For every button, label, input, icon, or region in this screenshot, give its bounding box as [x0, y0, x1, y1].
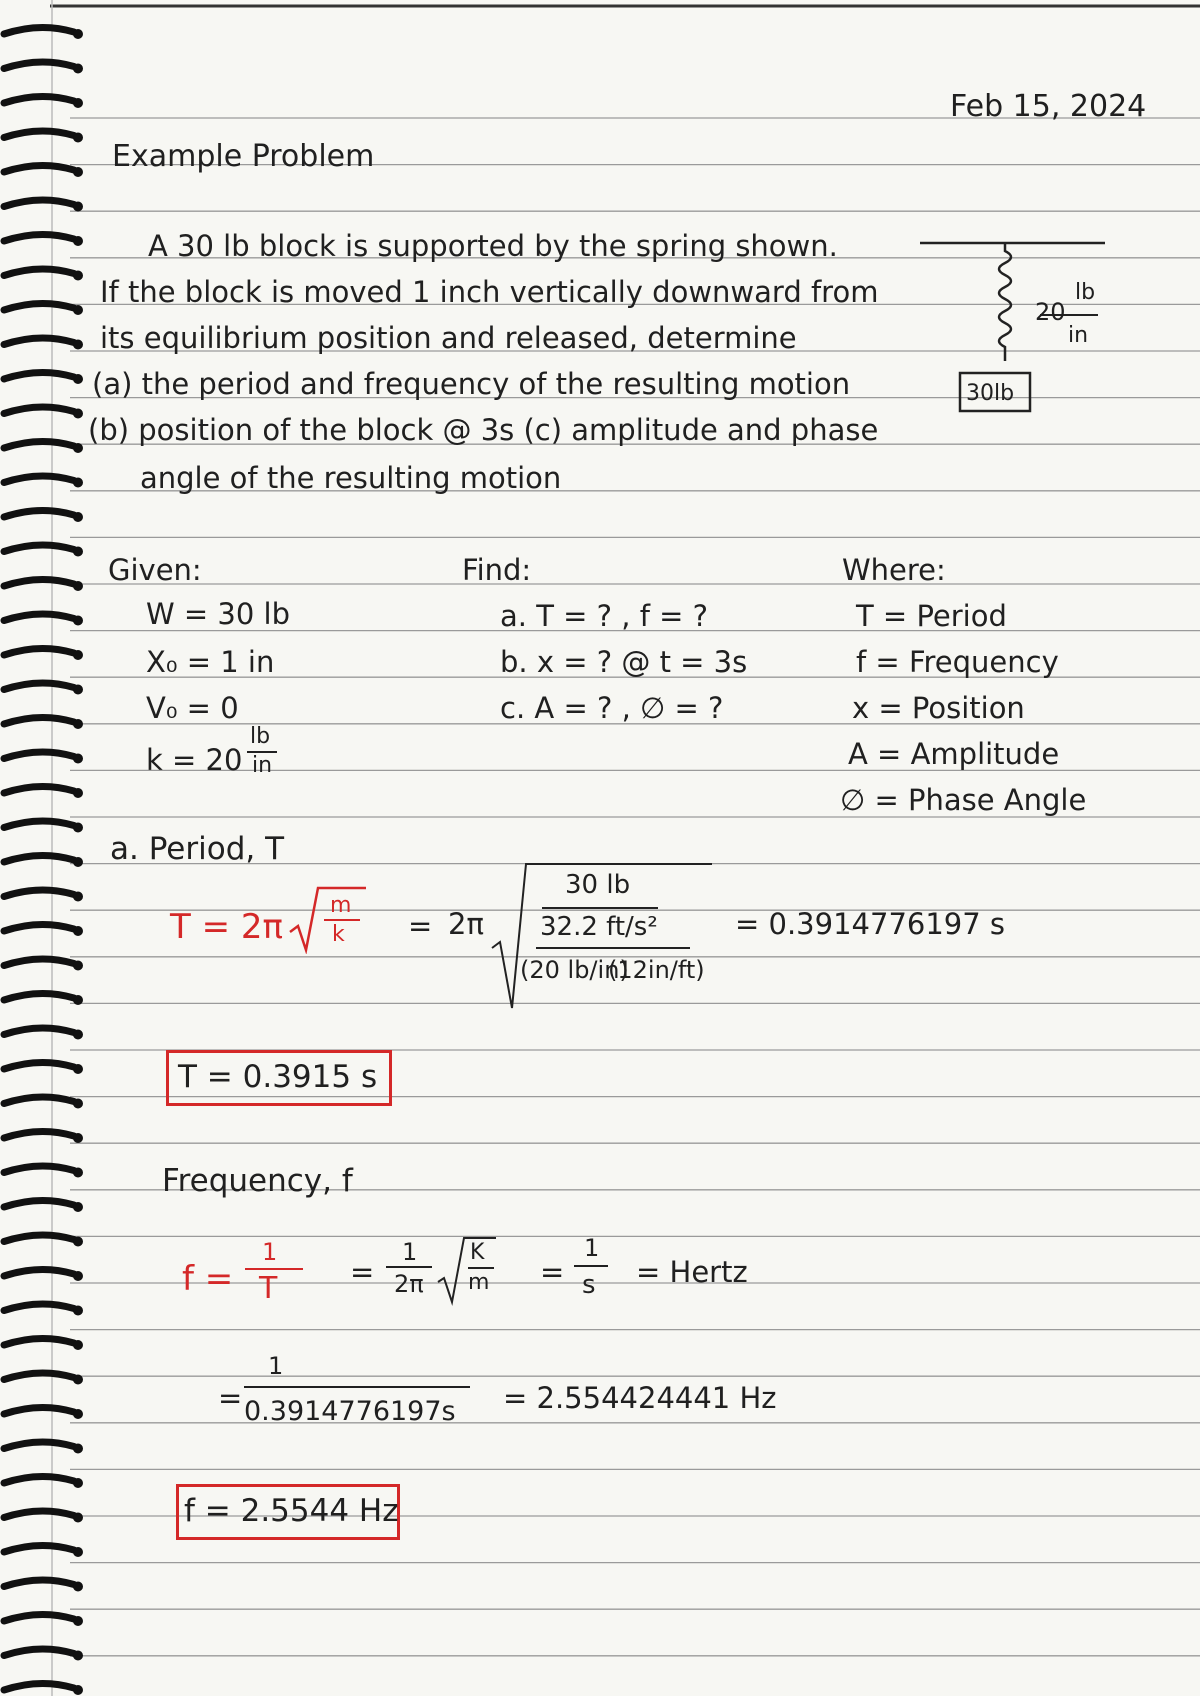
period-mass-den: 32.2 ft/s²	[540, 912, 658, 942]
binding-hole	[73, 892, 83, 902]
spiral-ring	[4, 1269, 74, 1276]
frequency-answer: f = 2.5544 Hz	[184, 1493, 399, 1529]
frequency-unit-result: = Hertz	[636, 1255, 748, 1289]
spiral-ring	[4, 200, 74, 207]
find-title: Find:	[462, 553, 532, 587]
period-conv-term: (12in/ft)	[608, 956, 705, 984]
given-k-unit-num: lb	[250, 724, 271, 749]
binding-hole	[73, 754, 83, 764]
binding-hole	[73, 1582, 83, 1592]
spiral-ring	[4, 890, 74, 897]
spiral-ring	[4, 1373, 74, 1380]
spiral-ring	[4, 1338, 74, 1345]
binding-hole	[73, 1064, 83, 1074]
binding-hole	[73, 1271, 83, 1281]
binding-hole	[73, 1237, 83, 1247]
spiral-ring	[4, 407, 74, 414]
spiral-binding	[0, 0, 95, 1696]
spiral-ring	[4, 1235, 74, 1242]
block-label: 30lb	[966, 381, 1015, 406]
given-weight: W = 30 lb	[146, 597, 290, 631]
binding-hole	[73, 98, 83, 108]
binding-hole	[73, 1202, 83, 1212]
spiral-ring	[4, 924, 74, 931]
spiral-ring	[4, 27, 74, 34]
binding-hole	[73, 616, 83, 626]
period-formula-den: k	[332, 922, 345, 947]
binding-hole	[73, 581, 83, 591]
binding-hole	[73, 1340, 83, 1350]
spiral-ring	[4, 165, 74, 172]
spiral-ring	[4, 96, 74, 103]
binding-hole	[73, 1513, 83, 1523]
spiral-ring	[4, 476, 74, 483]
binding-hole	[73, 305, 83, 315]
binding-hole	[73, 202, 83, 212]
binding-hole	[73, 1306, 83, 1316]
binding-hole	[73, 926, 83, 936]
spiral-ring	[4, 717, 74, 724]
spiral-ring	[4, 1131, 74, 1138]
spiral-ring	[4, 545, 74, 552]
binding-hole	[73, 167, 83, 177]
binding-hole	[73, 961, 83, 971]
frequency-inv-den: 2π	[394, 1270, 424, 1298]
frequency-formula-num: 1	[262, 1238, 278, 1266]
period-formula-radical	[288, 884, 368, 954]
frequency-eq1: =	[350, 1255, 375, 1289]
binding-hole	[73, 1030, 83, 1040]
frequency-inv-num: 1	[402, 1238, 418, 1266]
frequency-unit-den: s	[582, 1270, 596, 1300]
given-k: k = 20	[146, 743, 243, 777]
frequency-formula-den: T	[259, 1271, 278, 1306]
frequency-calc-result: = 2.554424441 Hz	[503, 1381, 777, 1415]
find-a: a. T = ? , f = ?	[500, 599, 709, 633]
where-position: x = Position	[852, 691, 1025, 725]
spiral-ring	[4, 1511, 74, 1518]
spiral-ring	[4, 303, 74, 310]
binding-hole	[73, 685, 83, 695]
binding-hole	[73, 374, 83, 384]
binding-hole	[73, 1444, 83, 1454]
frequency-calc-num: 1	[268, 1352, 284, 1380]
binding-hole	[73, 857, 83, 867]
period-k-term: (20 lb/in)	[520, 956, 629, 984]
frequency-eq2: =	[540, 1255, 565, 1289]
spring-unit-den: in	[1068, 323, 1089, 348]
spiral-ring	[4, 579, 74, 586]
find-b: b. x = ? @ t = 3s	[500, 645, 748, 679]
binding-hole	[73, 1616, 83, 1626]
spiral-ring	[4, 1028, 74, 1035]
binding-hole	[73, 478, 83, 488]
where-frequency: f = Frequency	[856, 645, 1059, 679]
spiral-ring	[4, 1166, 74, 1173]
spiral-ring	[4, 234, 74, 241]
binding-hole	[73, 1547, 83, 1557]
binding-hole	[73, 1409, 83, 1419]
binding-hole	[73, 409, 83, 419]
where-amplitude: A = Amplitude	[848, 737, 1060, 771]
given-k-unit-den: in	[252, 753, 273, 778]
spiral-ring	[4, 993, 74, 1000]
binding-hole	[73, 547, 83, 557]
frequency-eq3: =	[218, 1381, 243, 1415]
binding-hole	[73, 1478, 83, 1488]
given-x0: X₀ = 1 in	[146, 645, 275, 679]
period-title: a. Period, T	[110, 831, 285, 867]
frequency-title: Frequency, f	[162, 1163, 353, 1199]
spiral-ring	[4, 1683, 74, 1690]
problem-line-3: its equilibrium position and released, determine	[100, 321, 797, 355]
spiral-ring	[4, 1062, 74, 1069]
frequency-formula-lhs: f =	[182, 1259, 234, 1299]
given-title: Given:	[108, 553, 202, 587]
problem-line-5: (b) position of the block @ 3s (c) amplitude and phase	[88, 413, 879, 447]
date: Feb 15, 2024	[950, 89, 1147, 124]
spring-coil	[999, 243, 1011, 361]
binding-hole	[73, 823, 83, 833]
binding-hole	[73, 1685, 83, 1695]
period-answer: T = 0.3915 s	[178, 1059, 378, 1095]
spiral-ring	[4, 1200, 74, 1207]
page-heading: Example Problem	[112, 139, 375, 174]
spiral-ring	[4, 821, 74, 828]
problem-line-4: (a) the period and frequency of the resulting motion	[92, 367, 851, 401]
binding-hole	[73, 788, 83, 798]
spiral-ring	[4, 372, 74, 379]
binding-hole	[73, 236, 83, 246]
spiral-ring	[4, 683, 74, 690]
problem-line-1: A 30 lb block is supported by the spring shown.	[148, 229, 838, 263]
spiral-ring	[4, 648, 74, 655]
binding-hole	[73, 133, 83, 143]
spiral-ring	[4, 1580, 74, 1587]
period-mass-num: 30 lb	[565, 870, 631, 900]
spring-unit-num: lb	[1075, 280, 1096, 305]
binding-hole	[73, 719, 83, 729]
frequency-root-den: m	[468, 1270, 490, 1295]
spiral-ring	[4, 786, 74, 793]
spiral-ring	[4, 855, 74, 862]
binding-hole	[73, 650, 83, 660]
spiral-ring	[4, 269, 74, 276]
binding-hole	[73, 64, 83, 74]
binding-hole	[73, 512, 83, 522]
period-eq1: =	[408, 909, 433, 943]
period-formula-num: m	[330, 893, 352, 918]
period-two-pi: 2π	[448, 907, 484, 941]
binding-hole	[73, 1651, 83, 1661]
spring-diagram	[920, 225, 1120, 425]
spiral-ring	[4, 1545, 74, 1552]
spiral-ring	[4, 131, 74, 138]
spiral-ring	[4, 1304, 74, 1311]
binding-hole	[73, 443, 83, 453]
binding-hole	[73, 271, 83, 281]
spiral-ring	[4, 338, 74, 345]
binding-hole	[73, 340, 83, 350]
binding-hole	[73, 1168, 83, 1178]
frequency-root-num: K	[470, 1240, 485, 1265]
frequency-unit-num: 1	[584, 1234, 600, 1262]
spiral-ring	[4, 441, 74, 448]
spiral-ring	[4, 752, 74, 759]
spiral-ring	[4, 510, 74, 517]
spiral-ring	[4, 614, 74, 621]
problem-line-2: If the block is moved 1 inch vertically downward from	[100, 275, 879, 309]
binding-hole	[73, 1133, 83, 1143]
period-result-raw: = 0.3914776197 s	[735, 907, 1006, 941]
problem-line-6: angle of the resulting motion	[140, 461, 562, 495]
frequency-calc-den: 0.3914776197s	[244, 1396, 456, 1427]
period-formula-lhs: T = 2π	[170, 907, 283, 947]
where-period: T = Period	[856, 599, 1007, 633]
binding-hole	[73, 1099, 83, 1109]
given-v0: V₀ = 0	[146, 691, 239, 725]
spiral-ring	[4, 959, 74, 966]
spiral-ring	[4, 1097, 74, 1104]
binding-hole	[73, 995, 83, 1005]
spiral-ring	[4, 1407, 74, 1414]
spring-stiffness-value: 20	[1035, 298, 1066, 326]
spiral-ring	[4, 1442, 74, 1449]
binding-hole	[73, 1375, 83, 1385]
spiral-ring	[4, 1649, 74, 1656]
find-c: c. A = ? , ∅ = ?	[500, 691, 724, 725]
where-title: Where:	[842, 553, 946, 587]
spiral-ring	[4, 62, 74, 69]
spiral-ring	[4, 1614, 74, 1621]
where-phase-angle: ∅ = Phase Angle	[840, 783, 1087, 817]
binding-hole	[73, 29, 83, 39]
spiral-ring	[4, 1476, 74, 1483]
